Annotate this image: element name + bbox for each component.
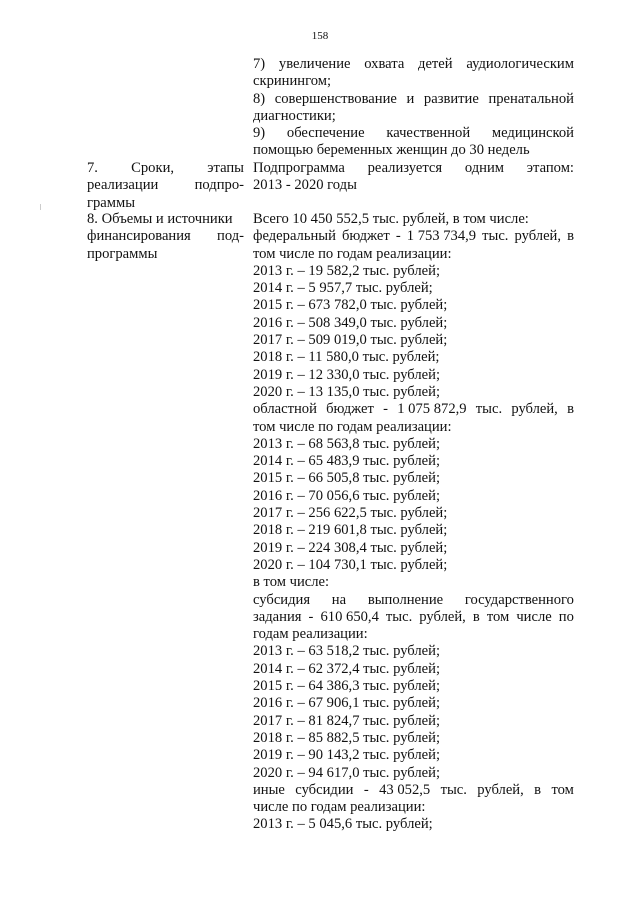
word: детей xyxy=(418,56,453,72)
word: том xyxy=(486,608,510,625)
text-line: 2017 г. – 81 824,7 тыс. рублей; xyxy=(253,712,440,729)
text-line: 2015 г. – 64 386,3 тыс. рублей; xyxy=(253,678,440,695)
text-line: 2013 г. – 63 518,2 тыс. рублей; xyxy=(253,643,440,660)
word: Сроки, xyxy=(131,160,175,176)
word: этапом: xyxy=(526,160,574,176)
word: совершенствование xyxy=(274,90,397,107)
goals-continued-list xyxy=(253,56,574,160)
text-line xyxy=(253,160,574,177)
text-line: годам реализации: xyxy=(253,626,368,643)
text-line: 2020 г. – 94 617,0 тыс. рублей; xyxy=(253,764,440,781)
text-line: граммы xyxy=(87,194,136,211)
text-line xyxy=(253,125,574,142)
word: пренатальной xyxy=(488,90,574,107)
text-line: 2013 - 2020 годы xyxy=(253,177,357,194)
word: финансирования xyxy=(87,228,191,245)
word: в xyxy=(472,608,480,625)
text-line xyxy=(253,228,574,245)
text-line xyxy=(253,91,574,108)
word: государственного xyxy=(464,591,574,608)
word: в xyxy=(534,781,542,798)
text-line: 2016 г. – 70 056,6 тыс. рублей; xyxy=(253,487,440,504)
text-line: 2017 г. – 509 019,0 тыс. рублей; xyxy=(253,332,448,349)
section-8-label xyxy=(87,211,244,263)
text-line: числе по годам реализации: xyxy=(253,799,426,816)
word: субсидия xyxy=(253,591,311,608)
text-line: том числе по годам реализации: xyxy=(253,418,452,435)
section-8-content xyxy=(253,211,574,834)
word: рублей, xyxy=(511,401,558,418)
text-line xyxy=(253,401,574,418)
text-line: скринингом; xyxy=(253,73,332,90)
text-line: 2020 г. – 13 135,0 тыс. рублей; xyxy=(253,383,440,400)
text-line: 2015 г. – 66 505,8 тыс. рублей; xyxy=(253,470,440,487)
word: 9) xyxy=(253,125,266,142)
text-line: программы xyxy=(87,245,158,262)
section-7-content xyxy=(253,160,574,195)
word: 7) xyxy=(253,56,266,72)
word: тыс. xyxy=(440,781,467,798)
word: увеличение xyxy=(278,56,351,72)
word: выполнение xyxy=(367,591,444,608)
word: в xyxy=(567,401,574,418)
text-line: 2014 г. – 65 483,9 тыс. рублей; xyxy=(253,453,440,470)
word: числе xyxy=(516,608,552,625)
word: по xyxy=(558,608,574,625)
text-line xyxy=(253,56,574,73)
word: бюджет xyxy=(326,401,374,418)
word: качественной xyxy=(386,125,471,142)
word: 610 650,4 xyxy=(320,608,379,625)
word: - xyxy=(395,228,401,245)
text-line: 2014 г. – 5 957,7 тыс. рублей; xyxy=(253,280,433,297)
text-line xyxy=(253,782,574,799)
word: 1 753 734,9 xyxy=(406,228,477,245)
word: 43 052,5 xyxy=(379,781,431,798)
text-line: помощью беременных женщин до 30 недель xyxy=(253,142,530,159)
word: бюджет xyxy=(341,228,390,245)
word: обеспечение xyxy=(286,125,365,142)
page-number: 158 xyxy=(311,30,329,42)
word: рублей, xyxy=(477,781,524,798)
text-line xyxy=(87,160,244,177)
text-line: в том числе: xyxy=(253,574,330,591)
section-7-label xyxy=(87,160,244,212)
word: в xyxy=(567,228,574,245)
word: развитие xyxy=(423,90,479,107)
word: задания xyxy=(253,608,302,625)
text-line xyxy=(87,228,244,245)
word: рублей, xyxy=(419,608,466,625)
word: аудиологическим xyxy=(466,56,574,72)
text-line: 2016 г. – 508 349,0 тыс. рублей; xyxy=(253,314,448,331)
text-line xyxy=(253,609,574,626)
word: реализации xyxy=(87,177,159,194)
word: федеральный xyxy=(253,228,336,245)
word: охвата xyxy=(364,56,405,72)
text-line: Всего 10 450 552,5 тыс. рублей, в том числе: xyxy=(253,211,529,227)
text-line: 2020 г. – 104 730,1 тыс. рублей; xyxy=(253,556,448,573)
word: подпро- xyxy=(194,177,244,194)
text-line: 2013 г. – 5 045,6 тыс. рублей; xyxy=(253,816,433,833)
word: на xyxy=(331,591,347,608)
scan-margin-mark xyxy=(40,204,41,210)
word: иные xyxy=(253,781,285,798)
text-line xyxy=(87,177,244,194)
word: 8) xyxy=(253,90,266,107)
word: Подпрограмма xyxy=(253,160,345,176)
word: - xyxy=(383,401,388,418)
word: рублей, xyxy=(514,228,562,245)
word: областной xyxy=(253,401,317,418)
word: 7. xyxy=(87,160,98,176)
text-line: 2017 г. – 256 622,5 тыс. рублей; xyxy=(253,505,448,522)
word: тыс. xyxy=(482,228,509,245)
text-line: 8. Объемы и источники xyxy=(87,211,233,227)
word: одним xyxy=(464,160,504,176)
word: 1 075 872,9 xyxy=(397,401,467,418)
text-line: 2018 г. – 219 601,8 тыс. рублей; xyxy=(253,522,448,539)
word: под- xyxy=(217,228,244,245)
word: медицинской xyxy=(491,125,574,142)
text-line: 2019 г. – 12 330,0 тыс. рублей; xyxy=(253,366,440,383)
text-line: том числе по годам реализации: xyxy=(253,245,452,262)
text-line: 2019 г. – 224 308,4 тыс. рублей; xyxy=(253,539,448,556)
text-line xyxy=(253,592,574,609)
word: тыс. xyxy=(475,401,503,418)
text-line: 2018 г. – 85 882,5 тыс. рублей; xyxy=(253,729,440,746)
word: - xyxy=(308,608,314,625)
text-line: 2018 г. – 11 580,0 тыс. рублей; xyxy=(253,349,440,366)
text-line: 2013 г. – 68 563,8 тыс. рублей; xyxy=(253,435,440,452)
word: тыс. xyxy=(385,608,413,625)
word: том xyxy=(551,781,574,798)
word: и xyxy=(406,90,415,107)
text-line: 2015 г. – 673 782,0 тыс. рублей; xyxy=(253,297,448,314)
text-line: 2019 г. – 90 143,2 тыс. рублей; xyxy=(253,747,440,764)
word: реализуется xyxy=(367,160,443,176)
text-line: 2014 г. – 62 372,4 тыс. рублей; xyxy=(253,660,440,677)
word: - xyxy=(363,781,369,798)
word: субсидии xyxy=(295,781,354,798)
text-line: 2013 г. – 19 582,2 тыс. рублей; xyxy=(253,262,440,279)
text-line: диагностики; xyxy=(253,107,336,124)
text-line: 2016 г. – 67 906,1 тыс. рублей; xyxy=(253,695,440,712)
word: этапы xyxy=(207,160,244,176)
